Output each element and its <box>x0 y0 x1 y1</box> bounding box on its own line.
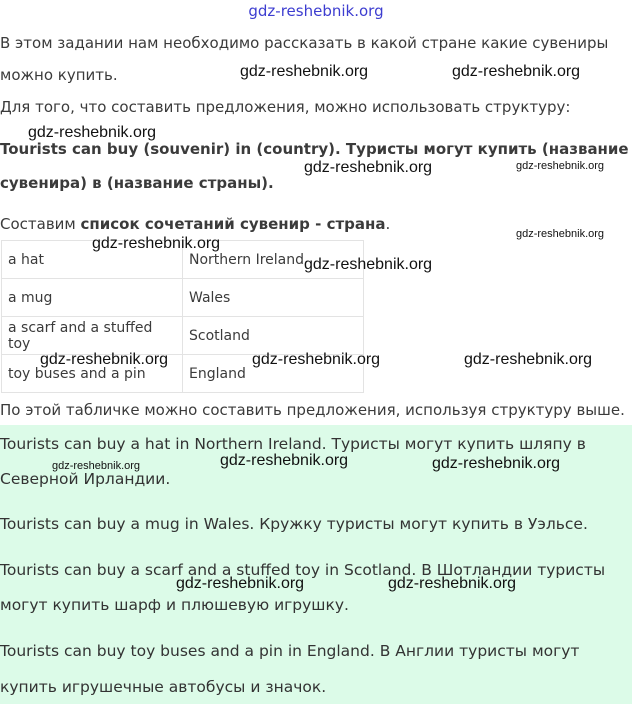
watermark: gdz-reshebnik.org <box>464 351 593 368</box>
answer-2: Tourists can buy a mug in Wales. Кружку туристы могут купить в Уэльсе. <box>0 515 588 533</box>
watermark: gdz-reshebnik.org <box>516 160 605 172</box>
watermark: gdz-reshebnik.org <box>176 575 305 592</box>
after-table-text: По этой табличке можно составить предложения, используя структуру выше. <box>0 401 625 419</box>
watermark: gdz-reshebnik.org <box>220 452 349 469</box>
souvenir-cell: a hat <box>2 241 183 279</box>
country-cell: Scotland <box>183 317 364 355</box>
watermark: gdz-reshebnik.org <box>304 159 433 176</box>
watermark: gdz-reshebnik.org <box>92 235 221 252</box>
watermark: gdz-reshebnik.org <box>304 256 433 273</box>
intro-line-1: В этом задании нам необходимо рассказать в какой стране какие сувениры <box>0 34 609 52</box>
watermark: gdz-reshebnik.org <box>388 575 517 592</box>
watermark: gdz-reshebnik.org <box>40 351 169 368</box>
list-intro-bold: список сочетаний сувенир - страна <box>80 215 386 233</box>
country-cell: England <box>183 355 364 393</box>
intro-line-3: Для того, что составить предложения, можно использовать структуру: <box>0 98 571 116</box>
country-cell: Wales <box>183 279 364 317</box>
answer-3-line-1: Tourists can buy a scarf and a stuffed toy in Scotland. В Шотландии туристы <box>0 561 606 579</box>
list-intro-prefix: Составим <box>0 215 81 233</box>
header-watermark[interactable]: gdz-reshebnik.org <box>248 2 384 20</box>
intro-line-2: можно купить. <box>0 66 118 84</box>
answer-3-line-2: могут купить шарф и плюшевую игрушку. <box>0 596 349 614</box>
answer-1-line-2: Северной Ирландии. <box>0 470 171 488</box>
list-intro <box>0 215 390 233</box>
country-cell: Northern Ireland <box>183 241 364 279</box>
watermark: gdz-reshebnik.org <box>516 228 605 240</box>
watermark: gdz-reshebnik.org <box>52 460 141 472</box>
watermark: gdz-reshebnik.org <box>252 351 381 368</box>
watermark: gdz-reshebnik.org <box>240 63 369 80</box>
answer-4-line-2: купить игрушечные автобусы и значок. <box>0 678 327 696</box>
watermark: gdz-reshebnik.org <box>452 63 581 80</box>
souvenir-cell: toy buses and a pin <box>2 355 183 393</box>
answer-1-line-1: Tourists can buy a hat in Northern Ireland. Туристы могут купить шляпу в <box>0 435 586 453</box>
answer-4-line-1: Tourists can buy toy buses and a pin in England. В Англии туристы могут <box>0 642 580 660</box>
watermark: gdz-reshebnik.org <box>28 124 157 141</box>
structure-line-1: Tourists can buy (souvenir) in (country). Туристы могут купить (название <box>0 140 629 158</box>
table-row <box>2 317 364 355</box>
table-row <box>2 279 364 317</box>
souvenir-cell: a scarf and a stuffed toy <box>2 317 183 355</box>
list-intro-suffix: . <box>385 215 391 233</box>
souvenir-cell: a mug <box>2 279 183 317</box>
watermark: gdz-reshebnik.org <box>432 455 561 472</box>
structure-line-2: сувенира) в (название страны). <box>0 174 274 192</box>
